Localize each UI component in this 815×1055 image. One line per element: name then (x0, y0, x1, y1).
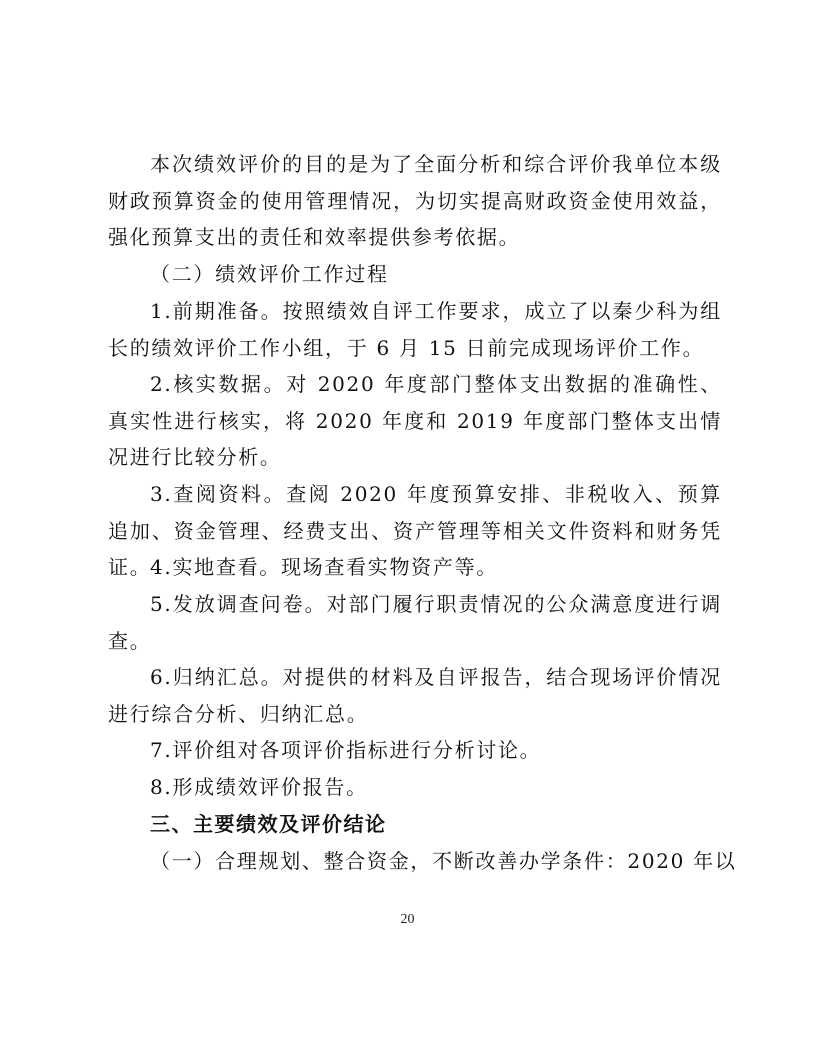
step-2-verify-data: 2.核实数据。对 2020 年度部门整体支出数据的准确性、真实性进行核实，将 2020 年度和 2019 年度部门整体支出情况进行比较分析。 (108, 372, 722, 469)
process-subheading: （二）绩效评价工作过程 (150, 262, 389, 286)
section-heading: 三、主要绩效及评价结论 (150, 812, 387, 836)
step-7-discussion: 7.评价组对各项评价指标进行分析讨论。 (150, 738, 542, 762)
conclusion-paragraph: （一）合理规划、整合资金，不断改善办学条件：2020 年以 (150, 849, 737, 873)
step-1-preparation: 1.前期准备。按照绩效自评工作要求，成立了以秦少科为组长的绩效评价工作小组，于 6 月 15 日前完成现场评价工作。 (108, 299, 722, 360)
step-6-summary: 6.归纳汇总。对提供的材料及自评报告，结合现场评价情况进行综合分析、归纳汇总。 (108, 665, 722, 726)
purpose-paragraph: 本次绩效评价的目的是为了全面分析和综合评价我单位本级财政预算资金的使用管理情况，为切实提高财政资金使用效益，强化预算支出的责任和效率提供参考依据。 (108, 152, 722, 249)
step-4-site-inspection: 4.实地查看。现场查看实物资产等。 (150, 555, 498, 579)
step-3-review-materials: 3.查阅资料。查阅 2020 年度预算安排、非税收入、预算追加、资金管理、经费支出、资产管理等相关文件资料和财务凭证。 (108, 482, 722, 579)
step-5-questionnaire: 5.发放调查问卷。对部门履行职责情况的公众满意度进行调查。 (108, 592, 722, 653)
page-number: 20 (400, 912, 415, 927)
step-8-report: 8.形成绩效评价报告。 (150, 775, 368, 799)
